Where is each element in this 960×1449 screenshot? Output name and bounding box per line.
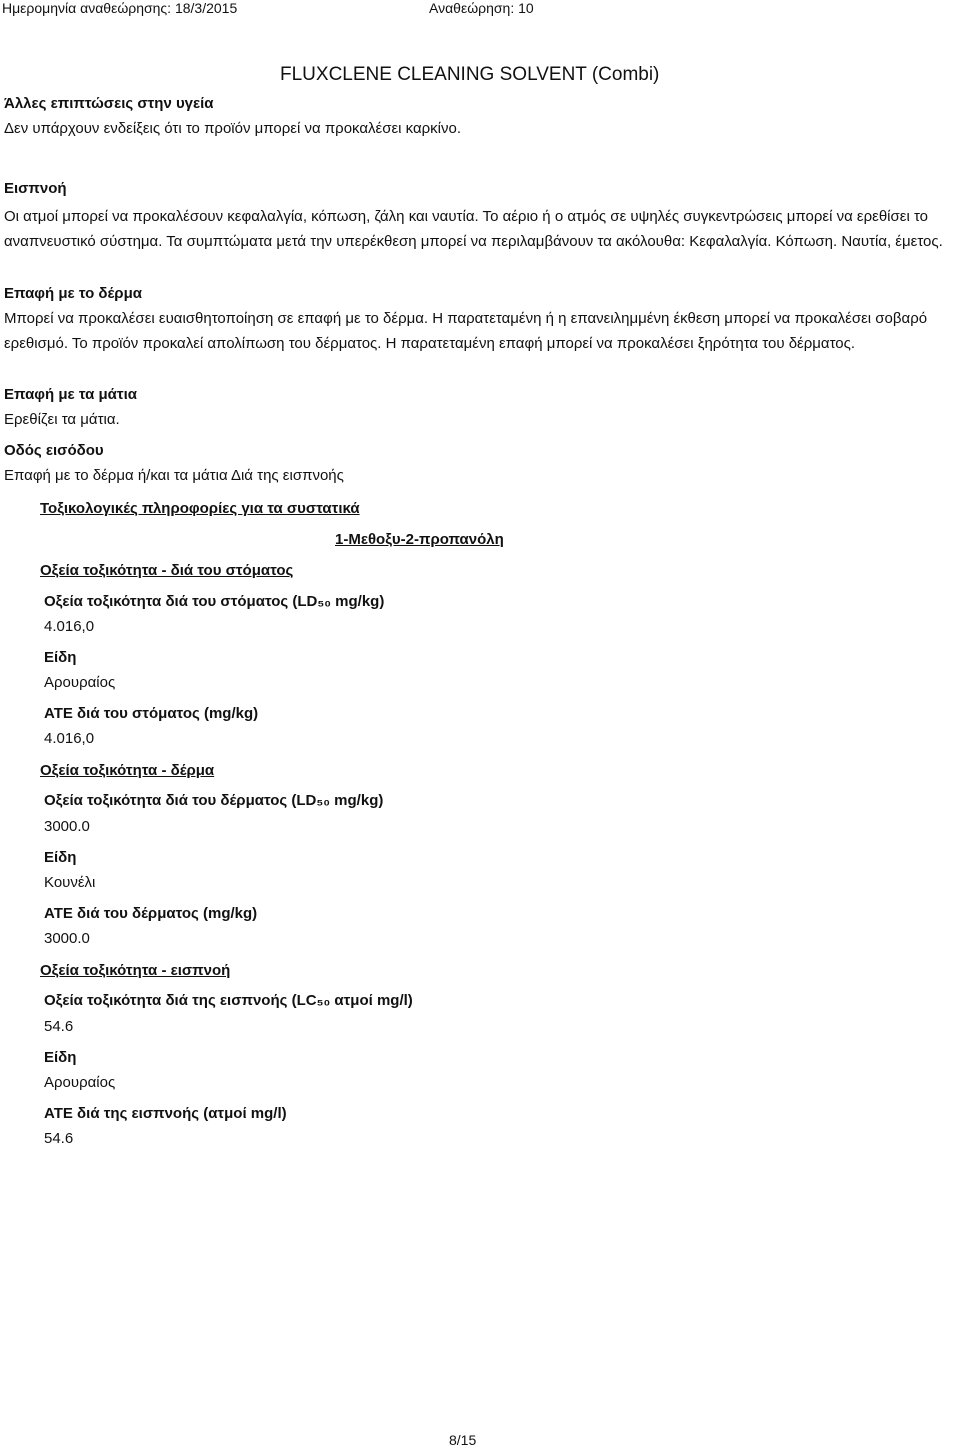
revision-date: Ημερομηνία αναθεώρησης: 18/3/2015 [2, 0, 238, 16]
skin-contact-heading: Επαφή με το δέρμα [4, 285, 142, 302]
revision-number: Αναθεώρηση: 10 [429, 0, 534, 16]
component-name: 1-Μεθοξυ-2-προπανόλη [335, 531, 504, 548]
dermal-ld50-label: Οξεία τοξικότητα διά του δέρματος (LD₅₀ mg/kg) [44, 792, 384, 809]
page-number: 8/15 [449, 1432, 477, 1448]
route-of-entry-text: Επαφή με το δέρμα ή/και τα μάτια Διά της εισπνοής [4, 467, 344, 484]
inhalation-toxicity-heading: Οξεία τοξικότητα - εισπνοή [40, 962, 231, 979]
dermal-toxicity-heading: Οξεία τοξικότητα - δέρμα [40, 762, 215, 779]
oral-ate-label: ATE διά του στόματος (mg/kg) [44, 705, 259, 722]
eye-contact-heading: Επαφή με τα μάτια [4, 386, 137, 403]
inhalation-species-value: Αρουραίος [44, 1074, 116, 1091]
inhalation-lc50-label: Οξεία τοξικότητα διά της εισπνοής (LC₅₀ ατμοί mg/l) [44, 992, 413, 1009]
route-of-entry-heading: Οδός εισόδου [4, 442, 104, 459]
other-effects-heading: Άλλες επιπτώσεις στην υγεία [4, 95, 214, 112]
oral-ld50-label: Οξεία τοξικότητα διά του στόματος (LD₅₀ mg/kg) [44, 593, 385, 610]
other-effects-text: Δεν υπάρχουν ενδείξεις ότι το προϊόν μπορεί να προκαλέσει καρκίνο. [4, 120, 462, 137]
eye-contact-text: Ερεθίζει τα μάτια. [4, 411, 120, 428]
inhalation-species-label: Είδη [44, 1049, 77, 1066]
dermal-ld50-value: 3000.0 [44, 818, 90, 835]
product-title: FLUXCLENE CLEANING SOLVENT (Combi) [280, 64, 660, 85]
skin-contact-text: Μπορεί να προκαλέσει ευαισθητοποίηση σε επαφή με το δέρμα. Η παρατεταμένη ή η επανειλημμένη έκθεση μπορεί να προκαλέσει σοβαρό ερεθισμό. Το προϊόν προκαλεί απολίπωση του δέρματος. Η παρατεταμένη επαφή μπορεί να προκαλέσει ξηρότητα του δέρματος. [4, 310, 928, 352]
inhalation-text: Οι ατμοί μπορεί να προκαλέσουν κεφαλαλγία, κόπωση, ζάλη και ναυτία. Το αέριο ή ο ατμός σε υψηλές συγκεντρώσεις μπορεί να ερεθίσει το αναπνευστικό σύστημα. Τα συμπτώματα μετά την υπερέκθεση μπορεί να περιλαμβάνουν τα ακόλουθα: Κεφαλαλγία. Κόπωση. Ναυτία, έμετος. [4, 208, 943, 250]
dermal-species-label: Είδη [44, 849, 77, 866]
inhalation-ate-label: ATE διά της εισπνοής (ατμοί mg/l) [44, 1105, 287, 1122]
oral-toxicity-heading: Οξεία τοξικότητα - διά του στόματος [40, 562, 294, 579]
toxicology-heading: Τοξικολογικές πληροφορίες για τα συστατικά [40, 500, 360, 517]
dermal-species-value: Κουνέλι [44, 874, 96, 891]
oral-species-value: Αρουραίος [44, 674, 116, 691]
oral-ld50-value: 4.016,0 [44, 618, 95, 635]
dermal-ate-value: 3000.0 [44, 930, 90, 947]
inhalation-lc50-value: 54.6 [44, 1018, 74, 1035]
dermal-ate-label: ATE διά του δέρματος (mg/kg) [44, 905, 258, 922]
oral-species-label: Είδη [44, 649, 77, 666]
inhalation-heading: Εισπνοή [4, 180, 67, 197]
inhalation-ate-value: 54.6 [44, 1130, 74, 1147]
oral-ate-value: 4.016,0 [44, 730, 95, 747]
